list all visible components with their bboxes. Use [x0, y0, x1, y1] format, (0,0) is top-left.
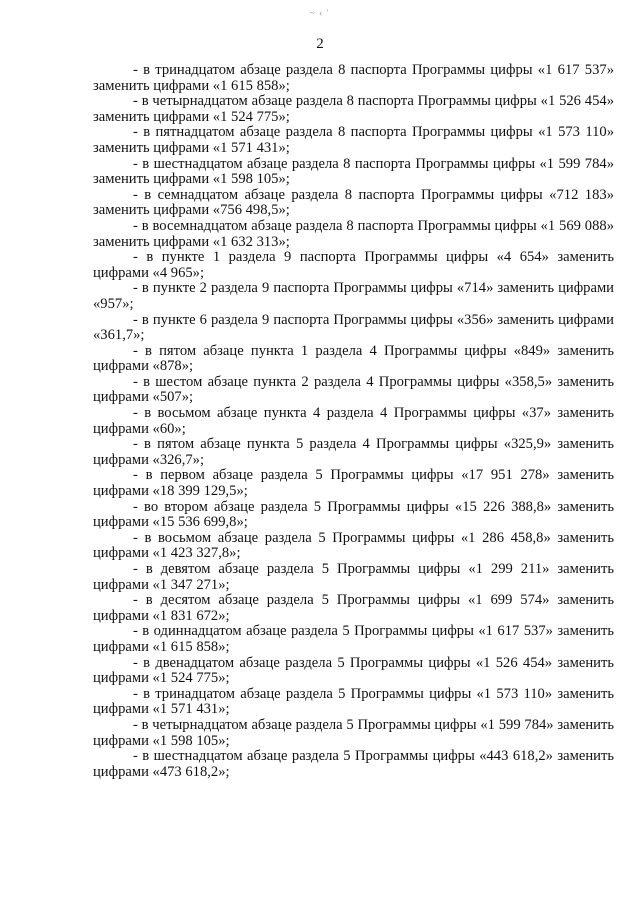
- amendment-item: - в шестнадцатом абзаце раздела 8 паспорта Программы цифры «1 599 784» заменить цифрами «1 598 105»;: [93, 155, 614, 188]
- amendment-item: - в тринадцатом абзаце раздела 8 паспорта Программы цифры «1 617 537» заменить цифрами «1 615 858»;: [93, 62, 614, 94]
- amendment-list: [93, 63, 614, 780]
- amendment-item: - в пункте 2 раздела 9 паспорта Программы цифры «714» заменить цифрами «957»;: [93, 280, 614, 312]
- amendment-item: - в пятом абзаце пункта 5 раздела 4 Программы цифры «325,9» заменить цифрами «326,7»;: [93, 436, 614, 468]
- amendment-item: - в семнадцатом абзаце раздела 8 паспорта Программы цифры «712 183» заменить цифрами «756 498,5»;: [93, 186, 614, 219]
- amendment-item: - в восьмом абзаце раздела 5 Программы цифры «1 286 458,8» заменить цифрами «1 423 327,8»;: [93, 529, 614, 562]
- amendment-item: - во втором абзаце раздела 5 Программы цифры «15 226 388,8» заменить цифрами «15 536 699,8»;: [93, 498, 614, 531]
- amendment-item: - в пункте 6 раздела 9 паспорта Программы цифры «356» заменить цифрами «361,7»;: [93, 311, 614, 344]
- amendment-item: - в первом абзаце раздела 5 Программы цифры «17 951 278» заменить цифрами «18 399 129,5»;: [93, 467, 614, 500]
- amendment-item: - в восемнадцатом абзаце раздела 8 паспорта Программы цифры «1 569 088» заменить цифрами «1 632 313»;: [93, 217, 614, 250]
- amendment-item: - в пятнадцатом абзаце раздела 8 паспорта Программы цифры «1 573 110» заменить цифрами «1 571 431»;: [93, 124, 614, 156]
- amendment-item: - в четырнадцатом абзаце раздела 8 паспорта Программы цифры «1 526 454» заменить цифрами «1 524 775»;: [93, 93, 614, 125]
- amendment-item: - в пункте 1 раздела 9 паспорта Программы цифры «4 654» заменить цифрами «4 965»;: [93, 249, 614, 281]
- amendment-item: - в шестнадцатом абзаце раздела 5 Программы цифры «443 618,2» заменить цифрами «473 618,2»;: [93, 748, 614, 780]
- amendment-item: - в двенадцатом абзаце раздела 5 Программы цифры «1 526 454» заменить цифрами «1 524 775»;: [93, 654, 614, 687]
- amendment-item: - в восьмом абзаце пункта 4 раздела 4 Программы цифры «37» заменить цифрами «60»;: [93, 405, 614, 437]
- page-number: 2: [316, 36, 324, 52]
- amendment-item: - в пятом абзаце пункта 1 раздела 4 Программы цифры «849» заменить цифрами «878»;: [93, 342, 614, 375]
- amendment-item: - в одиннадцатом абзаце раздела 5 Программы цифры «1 617 537» заменить цифрами «1 615 858»;: [93, 623, 614, 655]
- amendment-item: - в десятом абзаце раздела 5 Программы цифры «1 699 574» заменить цифрами «1 831 672»;: [93, 592, 614, 624]
- scan-artifact-mark: ~ ‹ ': [310, 8, 329, 18]
- amendment-item: - в шестом абзаце пункта 2 раздела 4 Программы цифры «358,5» заменить цифрами «507»;: [93, 373, 614, 406]
- amendment-item: - в девятом абзаце раздела 5 Программы цифры «1 299 211» заменить цифрами «1 347 271»;: [93, 561, 614, 593]
- amendment-item: - в четырнадцатом абзаце раздела 5 Программы цифры «1 599 784» заменить цифрами «1 598 105»;: [93, 716, 614, 749]
- amendment-item: - в тринадцатом абзаце раздела 5 Программы цифры «1 573 110» заменить цифрами «1 571 431»;: [93, 685, 614, 718]
